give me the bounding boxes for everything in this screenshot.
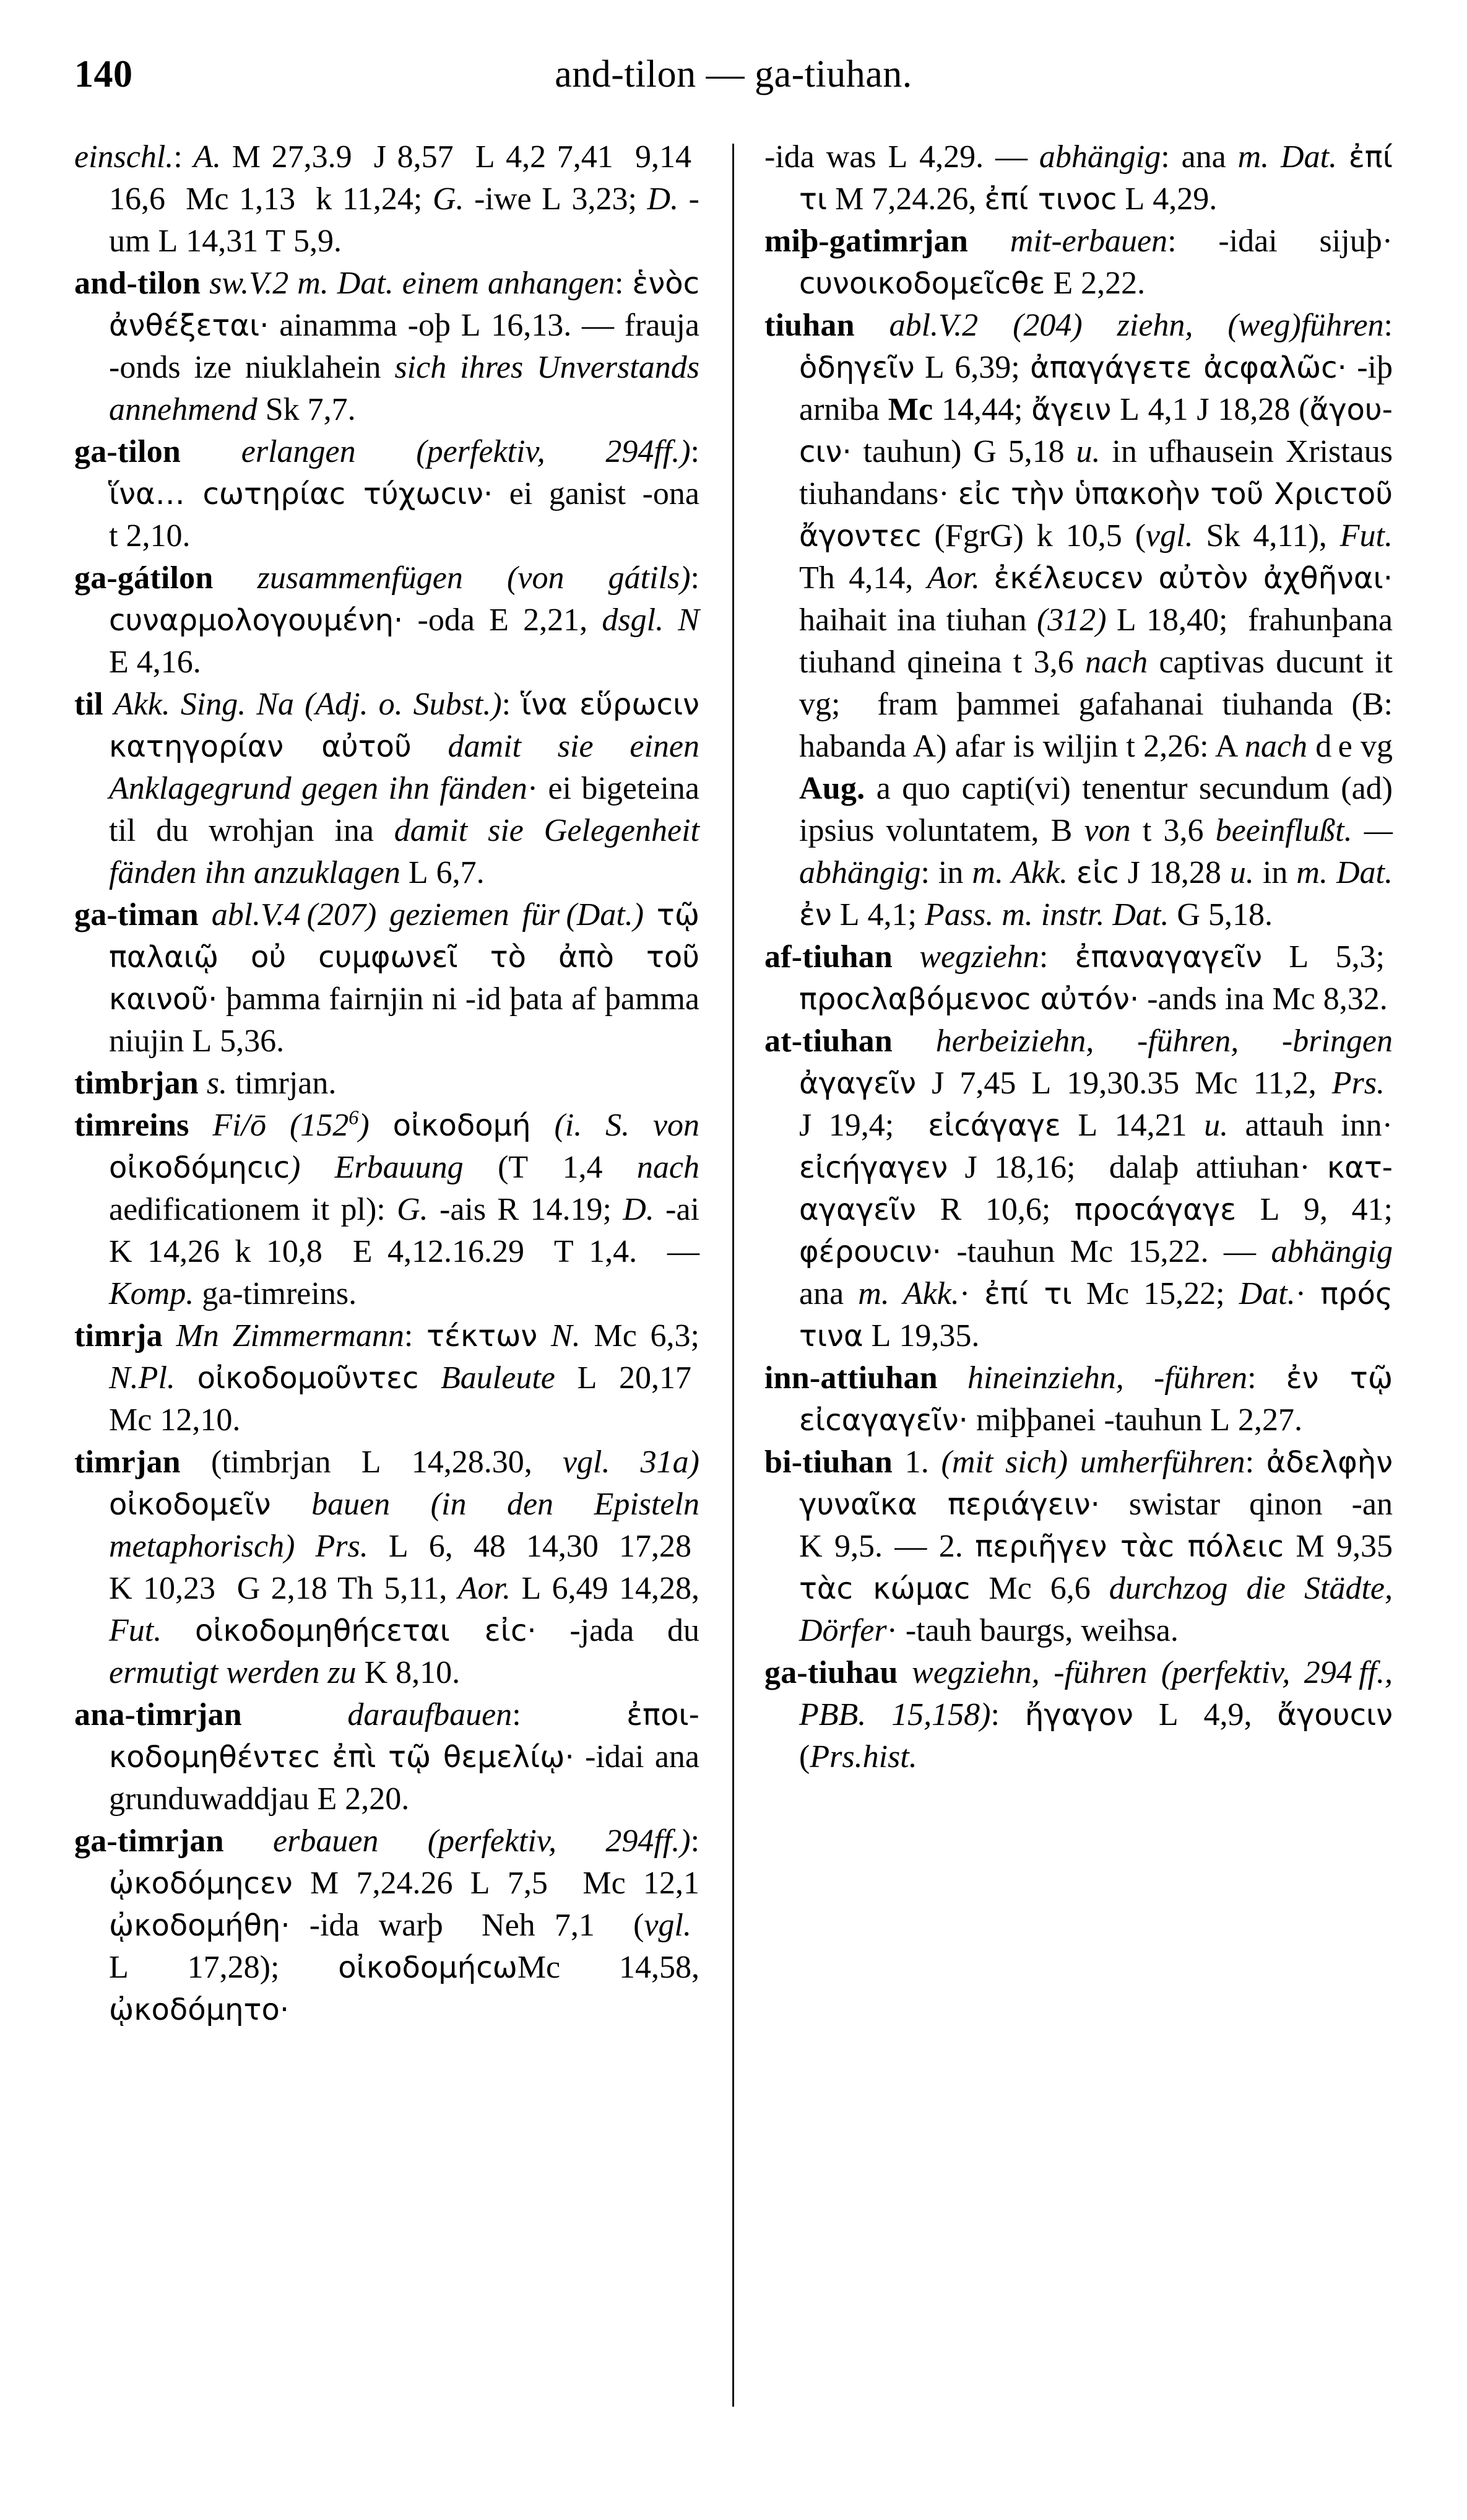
entry-ga-tiuhan: ga-tiuhau wegziehn, -führen (perfektiv, 294 ff., PBB. 15,158): ἤγαγον L 4,9, ἄγουϲιν (Prs.hist. (764, 1655, 1393, 1775)
page-number: 140 (74, 53, 133, 95)
entry-bi-tiuhan: bi-tiuhan 1. (mit sich) umherführen: ἀδελφὴν γυναῖκα περιάγειν· swistar qinon -an K 9,5. — 2. περιῆγεν τὰϲ πόλειϲ M 9,35 τὰϲ κώμαϲ Mc 6,6 durchzog die Städte, Dörfer· -tauh baurgs, weihsa. (764, 1445, 1393, 1648)
entry-continuation: einschl.: A. M 27,3.9 J 8,57 L 4,2 7,41 9,14 16,6 Mc 1,13 k 11,24; G. -iwe L 3,23; D. -um L 14,31 T 5,9. (74, 139, 700, 259)
running-title: and-tilon — ga-tiuhan. (555, 53, 912, 95)
lemma-mith-gatimrjan: miþ-gatimrjan (764, 224, 968, 259)
two-column-body (74, 136, 1393, 2031)
entry-timbrjan: timbrjan s. timrjan. (74, 1066, 337, 1101)
entry-mith-gatimrjan: miþ-gatimrjan mit-erbauen: -idai sijuþ· ϲυνοικοδομεῖϲθε E 2,22. (764, 224, 1393, 301)
lemma-timbrjan: timbrjan (74, 1066, 199, 1101)
entry-tiuhan: tiuhan abl.V.2 (204) ziehn, (weg)führen: ὁδηγεῖν L 6,39; ἀπαγάγετε ἀϲφαλῶϲ· -iþ arniba Mc 14,44; ἄγειν L 4,1 J 18,28 (ἄγουϲιν· tauhun) G 5,18 u. in ufhausein Xristaus tiuhandans· εἰϲ τὴν ὑπακοὴν τοῦ Χριϲτοῦ ἄγοντεϲ (FgrG) k 10,5 (vgl. Sk 4,11), Fut. Th 4,14, Aor. ἐκέλευϲεν αὐτὸν ἀχθῆναι· haihait ina tiuhan (312) L 18,40; frahunþana tiuhand qineina t 3,6 nach captivas ducunt it vg; fram þammei gafahanai tiuhanda (B: habanda A) afar is wiljin t 2,26: A nach d e vg Aug. a quo capti(vi) tenentur secundum (ad) ipsius voluntatem, B von t 3,6 beeinflußt. — abhängig: in m. Akk. εἰϲ J 18,28 u. in m. Dat. ἐν L 4,1; Pass. m. instr. Dat. G 5,18. (764, 308, 1393, 932)
entry-ga-gatilon: ga-gátilon zusammenfügen (von gátils): ϲυναρμολογουμένη· -oda E 2,21, dsgl. N E 4,16. (74, 560, 699, 680)
lemma-at-tiuhan: at-tiuhan (764, 1023, 893, 1059)
lemma-ga-tiuhan: ga-tiuhau (764, 1655, 898, 1690)
lemma-inn-attiuhan: inn-attiuhan (764, 1360, 938, 1396)
left-column (74, 136, 699, 2031)
entry-ga-tilon: ga-tilon erlangen (perfektiv, 294ff.): ἵνα… ϲωτηρίαϲ τύχωϲιν· ei ganist -ona t 2,10. (74, 434, 700, 554)
entry-continuation-right: -ida was L 4,29. — abhängig: ana m. Dat. ἐπί τι M 7,24.26, ἐπί τινοϲ L 4,29. (764, 139, 1393, 217)
lemma-timrja: timrja (74, 1318, 163, 1353)
lemma-ga-tilon: ga-tilon (74, 434, 181, 469)
lemma-ga-timan: ga-timan (74, 897, 199, 932)
entry-ga-timrjan: ga-timrjan erbauen (perfektiv, 294ff.): ᾠκοδόμηϲεν M 7,24.26 L 7,5 Mc 12,1 ᾠκοδομήθη· -ida warþ Neh 7,1 (vgl. L 17,28); οἰκοδομήϲωMc 14,58, ᾠκοδόμητο· (74, 1823, 700, 2027)
entry-timrjan: timrjan (timbrjan L 14,28.30, vgl. 31a) οἰκοδομεῖν bauen (in den Episteln metaphorisch) Prs. L 6, 48 14,30 17,28 K 10,23 G 2,18 Th 5,11, Aor. L 6,49 14,28, Fut. οἰκοδομηθήϲεται εἰϲ· -jada du ermutigt werden zu K 8,10. (74, 1445, 700, 1690)
lemma-and-tilon: and-tilon (74, 266, 201, 301)
entry-timreins: timreins Fi/ō $(152^6)$ οἰκοδομή (i. S. von οἰκοδόμηϲιϲ) Erbauung (T 1,4 nach aedificationem it pl): G. -ais R 14.19; D. -ai K 14,26 k 10,8 E 4,12.16.29 T 1,4. — Komp. ga-timreins. (74, 1106, 700, 1311)
lemma-ana-timrjan: ana-timrjan (74, 1697, 242, 1732)
lemma-til: til (74, 687, 103, 722)
lemma-timreins: timreins (74, 1108, 189, 1143)
entry-and-tilon: and-tilon sw.V.2 m. Dat. einem anhangen: ἑνὸϲ ἀνθέξεται· ainamma -oþ L 16,13. — frauja -onds ize niuklahein sich ihres Unverstands annehmend Sk 7,7. (74, 266, 700, 427)
lemma-ga-gatilon: ga-gátilon (74, 560, 214, 596)
entry-ga-timan: ga-timan abl.V.4 (207) geziemen für (Dat.) τῷ παλαιῷ οὐ ϲυμφωνεῖ τὸ ἀπὸ τοῦ καινοῦ· þamma fairnjin ni -id þata af þamma niujin L 5,36. (74, 897, 700, 1059)
lemma-af-tiuhan: af-tiuhan (764, 939, 893, 975)
lemma-tiuhan: tiuhan (764, 308, 855, 343)
entry-af-tiuhan: af-tiuhan wegziehn: ἐπαναγαγεῖν L 5,3; προϲλαβόμενοϲ αὐτόν· -ands ina Mc 8,32. (764, 939, 1393, 1017)
entry-til: til Akk. Sing. Na (Adj. o. Subst.): ἵνα εὕρωϲιν κατηγορίαν αὐτοῦ damit sie einen Anklagegrund gegen ihn fänden· ei bigeteina til du wrohjan ina damit sie Gelegenheit fänden ihn anzuklagen L 6,7. (74, 687, 699, 890)
entry-inn-attiuhan: inn-attiuhan hineinziehn, -führen: ἐν τῷ εἰϲαγαγεῖν· miþþanei -tauhun L 2,27. (764, 1360, 1393, 1438)
running-head (74, 37, 1393, 111)
entry-ana-timrjan: ana-timrjan daraufbauen: ἐποικοδομηθέντεϲ ἐπὶ τῷ θεμελίῳ· -idai ana grunduwaddjau E 2,20. (74, 1697, 700, 1817)
entry-timrja: timrja Mn Zimmermann: τέκτων N. Mc 6,3; N.Pl. οἰκοδομοῦντεϲ Bauleute L 20,17 Mc 12,10. (74, 1318, 700, 1438)
right-column (764, 136, 1393, 1778)
entry-at-tiuhan: at-tiuhan herbeiziehn, -führen, -bringen ἀγαγεῖν J 7,45 L 19,30.35 Mc 11,2, Prs. J 19,4; εἰϲάγαγε L 14,21 u. attauh inn· εἰϲήγαγεν J 18,16; dalaþ attiuhan· καταγαγεῖν R 10,6; προϲάγαγε L 9, 41; φέρουϲιν· -tauhun Mc 15,22. — abhängig ana m. Akk.· ἐπί τι Mc 15,22; Dat.· πρός τινα L 19,35. (764, 1023, 1393, 1353)
lemma-ga-timrjan: ga-timrjan (74, 1823, 224, 1859)
column-divider-rule (732, 144, 734, 2407)
lemma-timrjan: timrjan (74, 1445, 181, 1480)
lemma-bi-tiuhan: bi-tiuhan (764, 1445, 893, 1480)
